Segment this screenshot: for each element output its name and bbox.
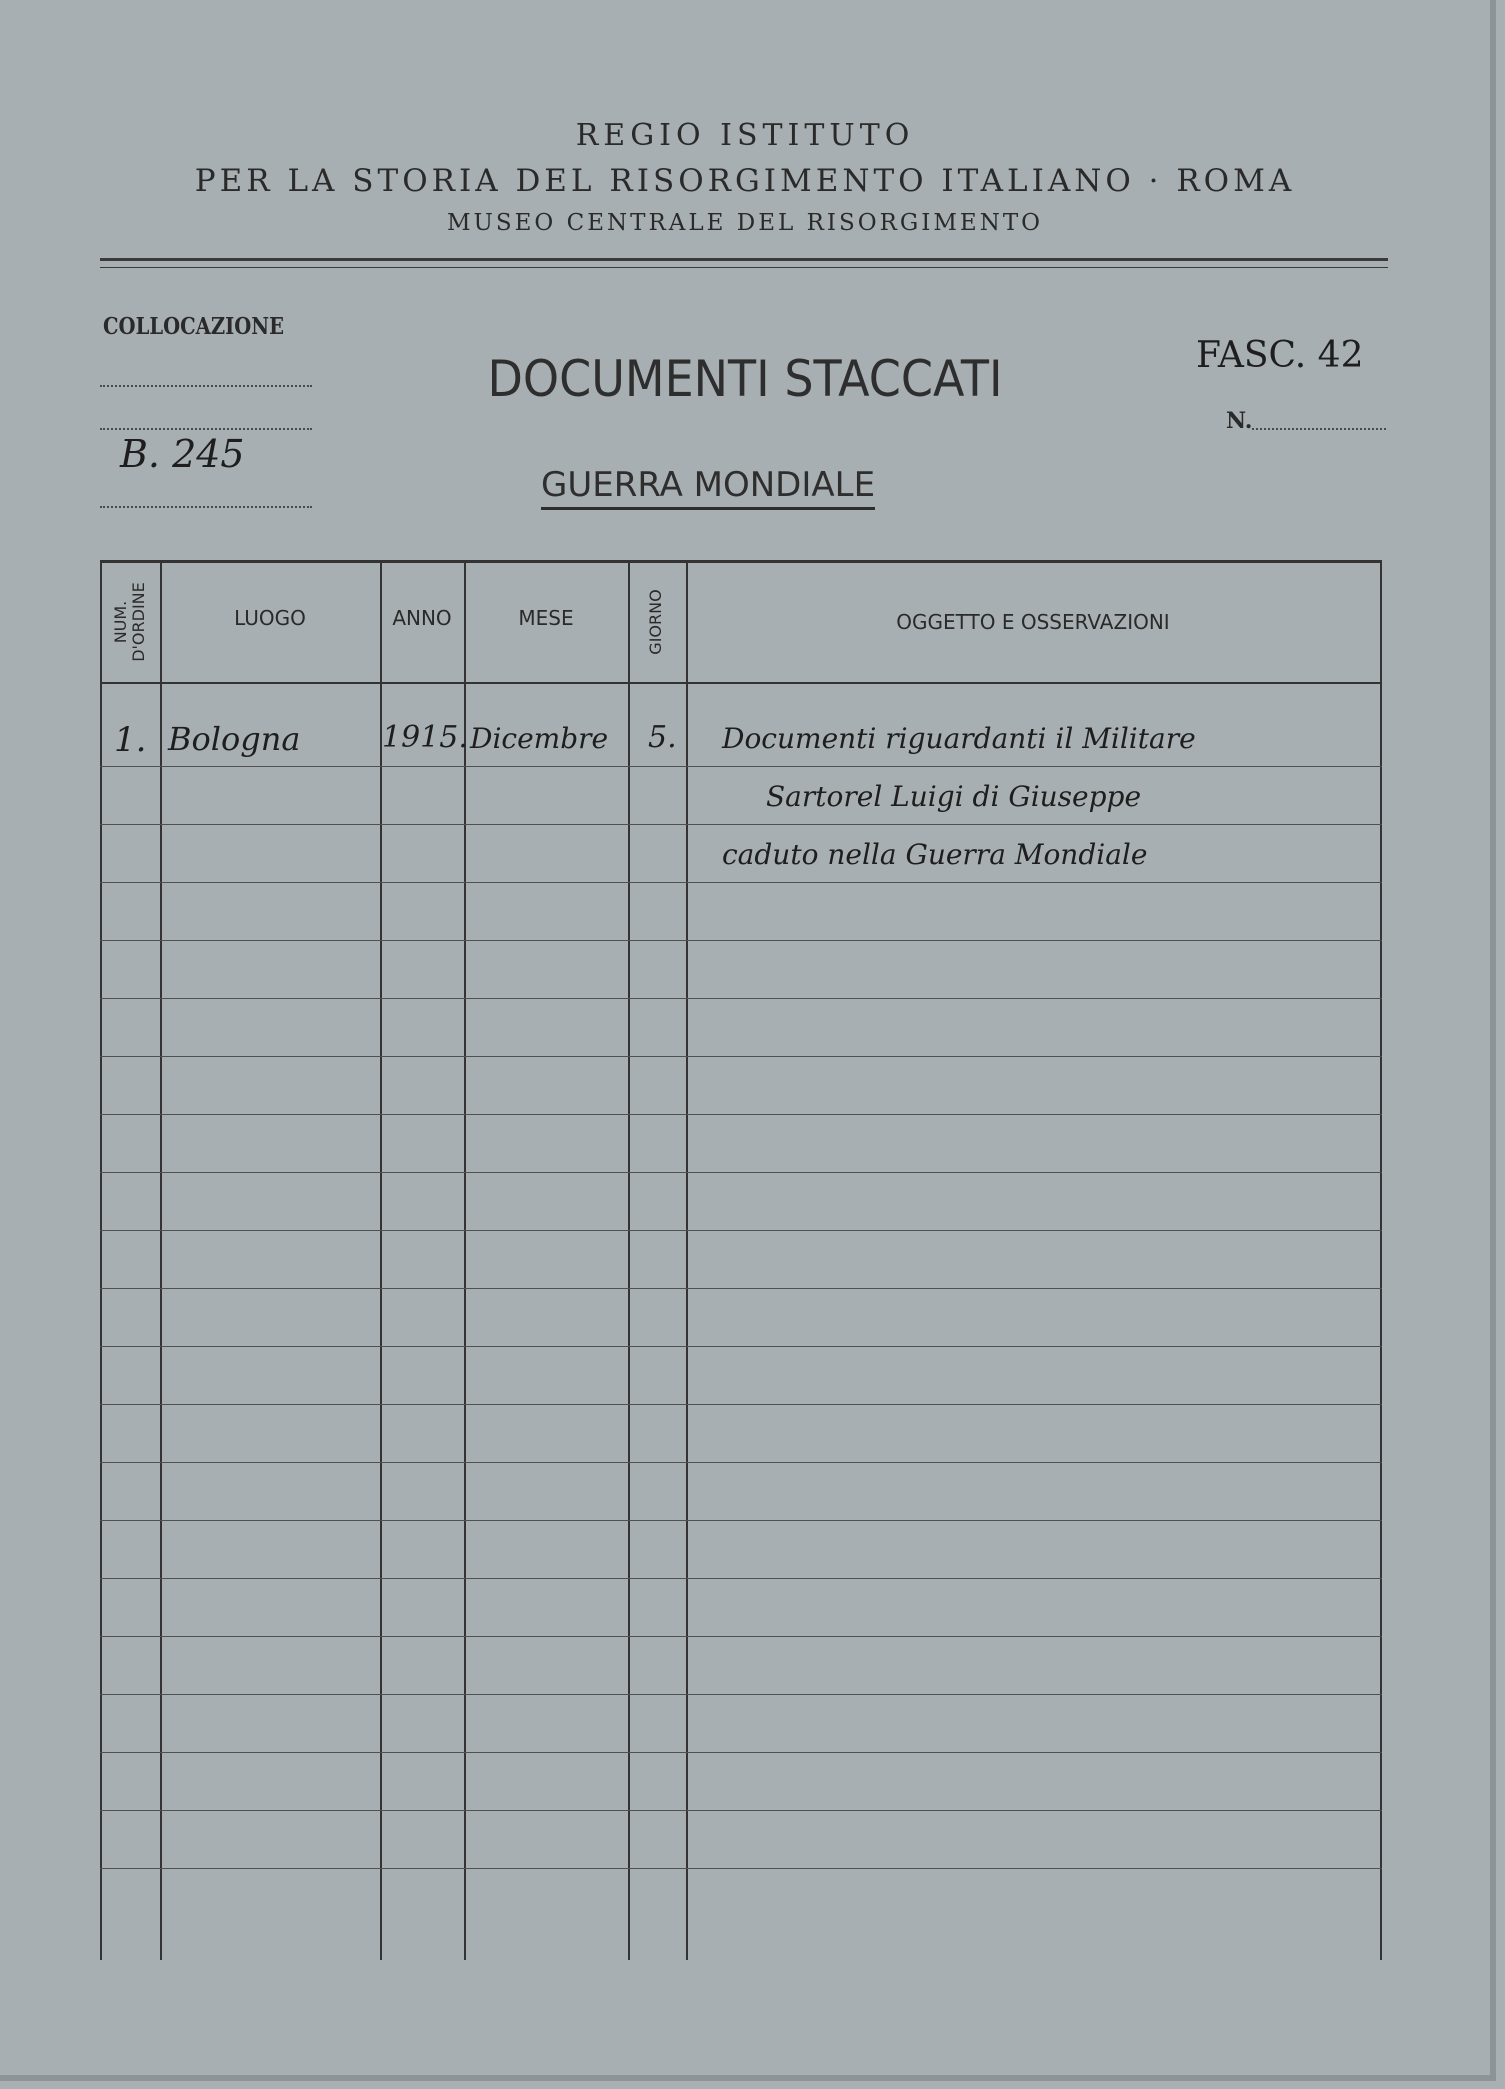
header-rule-top bbox=[100, 258, 1388, 261]
column-header-num-line1: NUM. bbox=[111, 600, 130, 644]
document-title: DOCUMENTI STACCATI bbox=[487, 350, 1003, 408]
table-border-left bbox=[100, 560, 102, 1960]
ruled-line bbox=[100, 1404, 1382, 1405]
column-header-num-line2: D'ORDINE bbox=[129, 582, 148, 662]
institute-subtitle: PER LA STORIA DEL RISORGIMENTO ITALIANO · ROMA bbox=[194, 163, 1296, 199]
ruled-line bbox=[100, 1810, 1382, 1811]
ruled-line bbox=[100, 766, 1382, 767]
document-subtitle: GUERRA MONDIALE bbox=[541, 465, 875, 510]
column-divider-giorno bbox=[686, 560, 688, 1960]
column-divider-mese bbox=[628, 560, 630, 1960]
collocazione-value: B. 245 bbox=[120, 432, 245, 476]
column-header-giorno: GIORNO bbox=[646, 589, 665, 655]
entry-anno: 1915. bbox=[382, 720, 468, 755]
column-header-num bbox=[112, 572, 148, 672]
register-table bbox=[100, 560, 1382, 1960]
ruled-line bbox=[100, 940, 1382, 941]
header-bottom-border bbox=[100, 682, 1382, 684]
entry-num: 1. bbox=[114, 720, 147, 760]
ruled-line bbox=[100, 1578, 1382, 1579]
column-divider-anno bbox=[464, 560, 466, 1960]
ruled-line bbox=[100, 1114, 1382, 1115]
ruled-line bbox=[100, 1172, 1382, 1173]
ruled-line bbox=[100, 1868, 1382, 1869]
collocazione-line-3 bbox=[100, 506, 312, 508]
entry-oggetto-line2: Sartorel Luigi di Giuseppe bbox=[766, 780, 1142, 813]
table-top-border bbox=[100, 560, 1382, 563]
column-header-anno: ANNO bbox=[392, 606, 452, 630]
column-header-mese: MESE bbox=[518, 606, 574, 630]
entry-giorno: 5. bbox=[648, 720, 677, 755]
ruled-line bbox=[100, 1520, 1382, 1521]
ruled-line bbox=[100, 1636, 1382, 1637]
collocazione-label: COLLOCAZIONE bbox=[103, 313, 285, 340]
number-label: N. bbox=[1226, 408, 1253, 434]
entry-mese: Dicembre bbox=[470, 722, 609, 755]
collocazione-line-2 bbox=[100, 428, 312, 430]
ruled-line bbox=[100, 998, 1382, 999]
table-border-right bbox=[1380, 560, 1382, 1960]
institute-name: REGIO ISTITUTO bbox=[575, 118, 915, 153]
entry-oggetto-line1: Documenti riguardanti il Militare bbox=[722, 722, 1196, 755]
ruled-line bbox=[100, 1462, 1382, 1463]
fascicolo-handwritten: FASC. 42 bbox=[1196, 335, 1364, 376]
column-divider-luogo bbox=[380, 560, 382, 1960]
ruled-line bbox=[100, 882, 1382, 883]
column-divider-num bbox=[160, 560, 162, 1960]
ruled-line bbox=[100, 1288, 1382, 1289]
ruled-line bbox=[100, 1056, 1382, 1057]
column-header-oggetto: OGGETTO E OSSERVAZIONI bbox=[896, 610, 1170, 634]
ruled-line bbox=[100, 824, 1382, 825]
entry-luogo: Bologna bbox=[168, 720, 301, 758]
ruled-line bbox=[100, 1230, 1382, 1231]
header-rule-bottom bbox=[100, 267, 1388, 268]
ruled-line bbox=[100, 1346, 1382, 1347]
number-line bbox=[1252, 428, 1386, 430]
ruled-line bbox=[100, 1694, 1382, 1695]
museum-name: MUSEO CENTRALE DEL RISORGIMENTO bbox=[446, 210, 1044, 236]
column-header-luogo: LUOGO bbox=[234, 606, 306, 630]
entry-oggetto-line3: caduto nella Guerra Mondiale bbox=[722, 838, 1148, 871]
ruled-line bbox=[100, 1752, 1382, 1753]
